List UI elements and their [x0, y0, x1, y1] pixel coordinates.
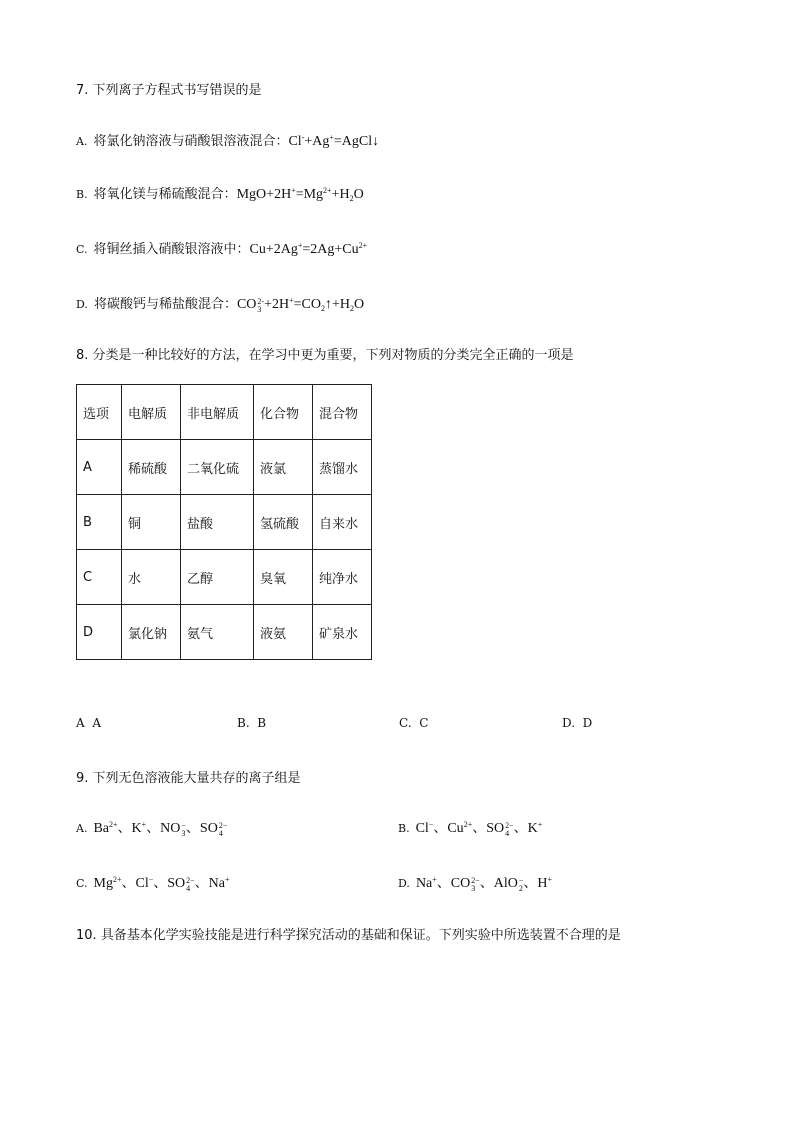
- table-row: [77, 440, 372, 495]
- table-cell: 液氨: [254, 605, 313, 660]
- option-letter: D.: [398, 877, 410, 890]
- table-cell: 水: [122, 550, 181, 605]
- option-text: 将铜丝插入硝酸银溶液中：: [93, 242, 250, 257]
- option-letter: A.: [76, 135, 88, 148]
- header-cell: 非电解质: [181, 385, 254, 440]
- table-row: [77, 605, 372, 660]
- table-header-row: [77, 385, 372, 440]
- option-letter: A.: [76, 822, 88, 835]
- option-letter: B.: [76, 188, 88, 201]
- ion-list: $Mg^{2+}$、Cl−、SO 2− 4 、Na+: [93, 875, 230, 893]
- option-text: 将氧化镁与稀硫酸混合：: [93, 187, 237, 202]
- q7-option-d: [76, 296, 364, 314]
- table-cell: A: [77, 440, 122, 495]
- option-value: C: [419, 716, 429, 730]
- table-cell: 盐酸: [181, 495, 254, 550]
- option-letter: B.: [237, 716, 250, 730]
- option-letter: D.: [76, 298, 88, 311]
- table-cell: 氢硫酸: [254, 495, 313, 550]
- option-value: B: [257, 716, 267, 730]
- q7-option-a: [76, 133, 379, 151]
- q9-option-b: [398, 820, 542, 838]
- ion-list: Cl−、$Cu^{2+}$、SO 2− 4 、K+: [415, 820, 543, 838]
- option-text: 将氯化钠溶液与硝酸银溶液混合：: [93, 134, 289, 149]
- option-value: A: [92, 716, 101, 730]
- option-letter: C.: [399, 716, 412, 730]
- table-cell: 氨气: [181, 605, 254, 660]
- equation: CO 2- 3 $+2H^+=CO_2↑+H_2O$: [236, 296, 365, 314]
- header-cell: 混合物: [313, 385, 372, 440]
- option-value: D: [582, 716, 593, 730]
- question-8-stem: 8. 分类是一种比较好的方法，在学习中更为重要，下列对物质的分类完全正确的一项是: [76, 348, 574, 363]
- q8-answer-b: [237, 716, 266, 730]
- table-cell: 稀硫酸: [122, 440, 181, 495]
- ion-list: Na+、CO 2− 3 、AlO − 2 、H+: [415, 875, 553, 893]
- table-cell: 二氧化硫: [181, 440, 254, 495]
- table-cell: 纯净水: [313, 550, 372, 605]
- option-letter: B.: [398, 822, 410, 835]
- option-letter: D.: [562, 716, 576, 730]
- option-letter: A: [76, 716, 85, 730]
- table-cell: C: [77, 550, 122, 605]
- q9-option-c: [76, 875, 230, 893]
- equation: Cl-+Ag+=AgCl↓: [288, 133, 380, 149]
- header-cell: 选项: [77, 385, 122, 440]
- option-letter: C.: [76, 877, 88, 890]
- table-row: [77, 495, 372, 550]
- table-cell: 液氯: [254, 440, 313, 495]
- q8-answer-c: [399, 716, 428, 730]
- q9-option-d: [398, 875, 552, 893]
- q7-option-b: [76, 186, 364, 204]
- question-9-stem: 9. 下列无色溶液能大量共存的离子组是: [76, 771, 301, 786]
- option-text: 将碳酸钙与稀盐酸混合：: [93, 297, 237, 312]
- option-letter: C.: [76, 243, 88, 256]
- q8-answer-a: [76, 716, 101, 730]
- header-cell: 电解质: [122, 385, 181, 440]
- table-cell: 矿泉水: [313, 605, 372, 660]
- question-10-stem: 10. 具备基本化学实验技能是进行科学探究活动的基础和保证。下列实验中所选装置不合理的是: [76, 928, 621, 943]
- table-cell: 自来水: [313, 495, 372, 550]
- table-cell: B: [77, 495, 122, 550]
- table-cell: 臭氧: [254, 550, 313, 605]
- q8-answer-d: [562, 716, 592, 730]
- table-cell: 乙醇: [181, 550, 254, 605]
- ion-list: $Ba^{2+}$、K+、NO − 3 、SO 2− 4: [93, 820, 228, 838]
- equation: $MgO+2H^+=Mg^{2+}+H_2O$: [236, 186, 364, 203]
- q9-option-a: [76, 820, 227, 838]
- equation: $Cu+2Ag^+=2Ag+Cu^{2+}$: [249, 241, 368, 257]
- header-cell: 化合物: [254, 385, 313, 440]
- classification-table: [76, 384, 372, 660]
- table-cell: 蒸馏水: [313, 440, 372, 495]
- q7-option-c: [76, 241, 367, 259]
- question-7-stem: 7. 下列离子方程式书写错误的是: [76, 83, 262, 98]
- table-row: [77, 550, 372, 605]
- table-cell: D: [77, 605, 122, 660]
- table-cell: 氯化钠: [122, 605, 181, 660]
- table-cell: 铜: [122, 495, 181, 550]
